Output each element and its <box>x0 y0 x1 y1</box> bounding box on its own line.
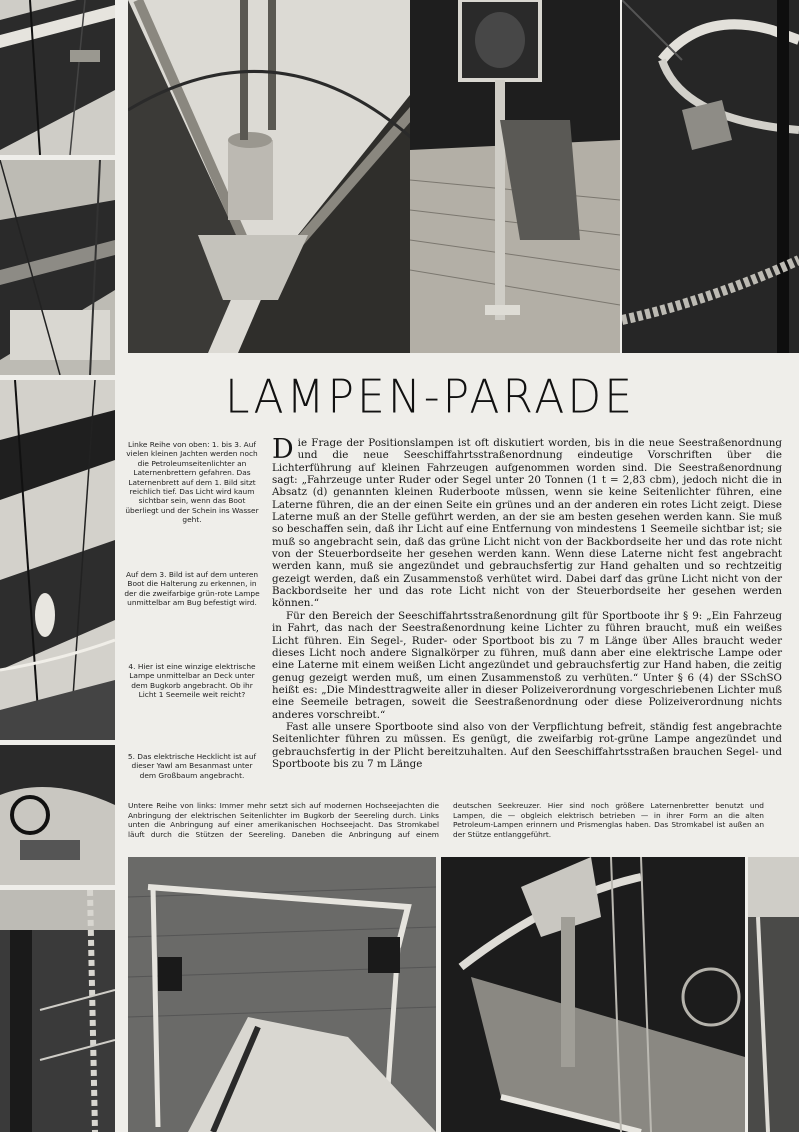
article-body <box>272 434 782 770</box>
article-title: LAMPEN-PARADE <box>224 370 636 425</box>
photo-bottom-1-american-yacht <box>128 857 436 1132</box>
photo-left-5-stern-light <box>0 890 115 1132</box>
photo-top-1-bow-deck <box>128 0 414 353</box>
photo-bottom-2-german-cruiser <box>441 857 745 1132</box>
article-paragraph: Die Frage der Positionslampen ist oft diskutiert worden, bis in die neue Seestraßenordnung und die neue Seeschiffahrtsstraßenordnung eindeutige Vorschriften über die Lichterführung auf kleinen Fahrzeugen aufgenommen worden sind. Die Seestraßenordnung sagt: „Fahrzeuge unter Ruder oder Segel unter 20 Tonnen (1 t = 2,83 cbm), jedoch nicht die in Absatz (d) genannten kleinen Ruderboote müssen, wenn sie keine Seitenlichter führen, eine Laterne führen, die an der einen Seite ein grünes und an der anderen ein rotes Licht zeigt. Diese Laterne muß an der Stelle geführt werden, an der sie am besten gesehen werden kann. Sie muß so beschaffen sein, daß ihr Licht auf eine Entfernung von mindestens 1 Seemeile sichtbar ist; sie muß so angebracht sein, daß das grüne Licht nicht von der Backbordseite her und das rote nicht von der Steuerbordseite her gesehen werden kann. Wenn diese Laterne nicht fest angebracht werden kann, muß sie angezündet und gebrauchsfertig zur Hand gehalten und so rechtzeitig gezeigt werden, daß ein Zusammenstoß verhütet wird. Dabei darf das grüne Licht nicht von der Backbordseite her und das rote Licht nicht von der Steuerbordseite her gesehen werden können.“ <box>272 434 782 610</box>
photo-left-3-bow-halter <box>0 380 115 740</box>
left-column-caption-2: Auf dem 3. Bild ist auf dem unteren Boot die Halterung zu erkennen, in der die zweifarbige grün-rote Lampe unmittelbar am Bug befestigt wird. <box>124 570 260 608</box>
article-paragraph: Fast alle unsere Sportboote sind also von der Verpflichtung befreit, ständig fest angebrachte Seitenlichter führen zu müssen. Es genügt, die zweifarbig rot-grüne Lampe angezündet und gebrauchsfertig in der Plicht bereitzuhalten. Auf den Seeschiffahrtsstraßen brauchen Segel- und Sportboote bis zu 7 m Länge <box>272 720 782 770</box>
photo-top-3-bow-pulpit <box>622 0 799 353</box>
left-column-caption-4: 5. Das elektrische Hecklicht ist auf dieser Yawl am Besanmast unter dem Großbaum angebracht. <box>127 752 257 780</box>
left-column-caption-1: Linke Reihe von oben: 1. bis 3. Auf vielen kleinen Jachten werden noch die Petroleumseitenlichter an Laternenbrettern gefahren. Das Laternenbrett auf dem 1. Bild sitzt reichlich tief. Das Licht wird kaum sichtbar sein, wenn das Boot überliegt und der Schein ins Wasser geht. <box>125 440 259 525</box>
photo-bottom-3-edge <box>748 857 799 1132</box>
left-column-caption-3: 4. Hier ist eine winzige elektrische Lampe unmittelbar an Deck unter dem Bugkorb angebracht. Ob ihr Licht 1 Seemeile weit reicht? <box>128 662 256 700</box>
bottom-row-caption: Untere Reihe von links: Immer mehr setzt sich auf modernen Hochseejachten die Anbringung der elektrischen Seitenlichter im Bugkorb der Seereling durch. Links unten die Anbringung auf einer amerikanischen Hochseejacht. Das Stromkabel läuft durch die Stützen der Seereling. Daneben die Anbringung auf einem deutschen Seekreuzer. Hier sind noch größere Laternenbretter benutzt und Lampen, die — obgleich elektrisch betrieben — in ihrer Form an die alten Petroleum-Lampen erinnern und Prismenglas haben. Das Stromkabel ist außen an der Stütze entlanggeführt. <box>128 801 764 839</box>
photo-left-1-sailboat-hull <box>0 0 115 155</box>
photo-left-4-electric-lamp <box>0 745 115 885</box>
article-paragraph: Für den Bereich der Seeschiffahrtsstraßenordnung gilt für Sportboote ihr § 9: „Ein Fahrzeug in Fahrt, das nach der Seestraßenordnung keine Lichter zu führen braucht, muß ein weißes Licht führen. Ein Segel-, Ruder- oder Sportboot bis zu 7 m Länge über Alles braucht weder dieses Licht noch andere Signalkörper zu führen, muß dann aber eine elektrische Lampe oder eine Laterne mit einem weißen Licht angezündet und gebrauchsfertig zur Hand haben, die zeitig genug gezeigt werden muß, um einen Zusammenstoß zu verhüten.“ Unter § 6 (4) der SSchSO heißt es: „Die Mindesttragweite aller in dieser Polizeiverordnung vorgeschriebenen Lichter muß eine Seemeile betragen, soweit die Seestraßenordnung oder diese Polizeiverordnung nichts anderes vorschreibt.“ <box>272 609 782 721</box>
photo-left-2-lantern-board <box>0 160 115 375</box>
photo-top-2-lantern-post <box>410 0 620 353</box>
